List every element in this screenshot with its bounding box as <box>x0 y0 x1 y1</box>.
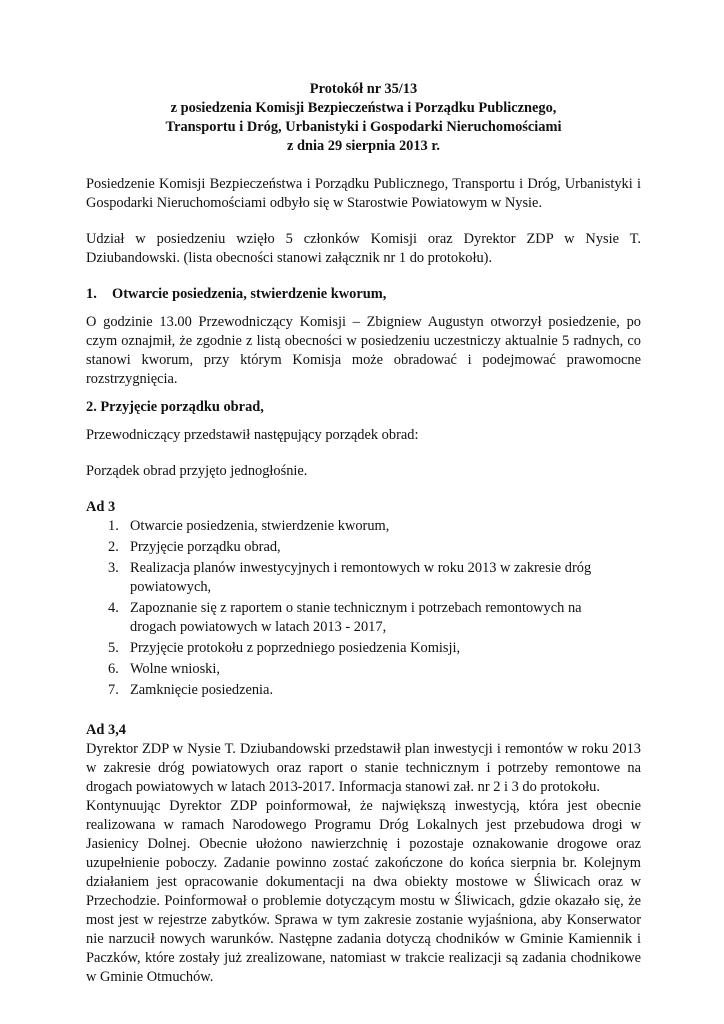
ad34-heading: Ad 3,4 <box>86 722 126 738</box>
agenda-approved: Porządek obrad przyjęto jednogłośnie. <box>86 463 308 479</box>
agenda-item: 4. Zapoznanie się z raportem o stanie technicznym i potrzebach remontowych na drogach powiatowych w latach 2013 - 2017, <box>108 600 582 635</box>
committee-name-line1: z posiedzenia Komisji Bezpieczeństwa i Porządku Publicznego, <box>170 100 557 116</box>
agenda-item: 3. Realizacja planów inwestycyjnych i remontowych w roku 2013 w zakresie dróg powiatowych, <box>108 560 592 595</box>
section-1-heading <box>86 285 641 304</box>
committee-name-line2: Transportu i Dróg, Urbanistyki i Gospodarki Nieruchomościami <box>165 119 562 135</box>
agenda-item: 2. Przyjęcie porządku obrad, <box>108 539 281 555</box>
agenda-item: 5. Przyjęcie protokołu z poprzedniego posiedzenia Komisji, <box>108 640 461 656</box>
section-1-text: O godzinie 13.00 Przewodniczący Komisji – Zbigniew Augustyn otworzył posiedzenie, po czym oznajmił, że zgodnie z listą obecności w posiedzeniu uczestniczy aktualnie 5 radnych, co stanowi kworum, przy którym Komisja może obradować i podejmować prawomocne rozstrzygnięcia. <box>86 314 641 387</box>
agenda-item: 7. Zamknięcie posiedzenia. <box>108 682 274 698</box>
agenda-list <box>86 517 641 700</box>
meeting-date: z dnia 29 sierpnia 2013 r. <box>287 138 440 154</box>
agenda-item: 1. Otwarcie posiedzenia, stwierdzenie kworum, <box>108 518 390 534</box>
agenda-item: 6. Wolne wnioski, <box>108 661 220 677</box>
section-1-number: 1. <box>86 286 97 302</box>
ad34-paragraph-1: Dyrektor ZDP w Nysie T. Dziubandowski przedstawił plan inwestycji i remontów w roku 2013 w zakresie dróg powiatowych oraz raport o stanie technicznym i potrzeby remontowe na drogach powiatowych w latach 2013-2017. Informacja stanowi zał. nr 2 i 3 do protokołu. <box>86 741 641 795</box>
document-header <box>86 80 641 156</box>
section-1-title: Otwarcie posiedzenia, stwierdzenie kworum, <box>112 286 387 302</box>
section-2-heading: 2. Przyjęcie porządku obrad, <box>86 399 264 415</box>
ad34-paragraph-2: Kontynuując Dyrektor ZDP poinformował, że największą inwestycją, która jest obecnie realizowana w ramach Narodowego Programu Dróg Lokalnych jest przebudowa drogi w Jasienicy Dolnej. Obecnie ułożono nawierzchnię i pozostaje oznakowanie drogowe oraz uzupełnienie poboczy. Zadanie powinno zostać zakończone do końca sierpnia br. Kolejnym działaniem jest opracowanie dokumentacji na dwa obiekty mostowe w Śliwicach oraz w Przechodzie. Poinformował o problemie dotyczącym mostu w Śliwicach, gdzie okazało się, że most jest w rejestrze zabytków. Sprawa w tym zakresie zostanie wyjaśniona, aby Konserwator nie narzucił nowych warunków. Następne zadania dotyczą chodników w Gminie Kamiennik i Paczków, które zostały już zrealizowane, natomiast w trakcie realizacji są zadania chodnikowe w Gminie Otmuchów. <box>86 798 641 985</box>
attendance-paragraph: Udział w posiedzeniu wzięło 5 członków Komisji oraz Dyrektor ZDP w Nysie T. Dziubandowski. (lista obecności stanowi załącznik nr 1 do protokołu). <box>86 231 641 266</box>
ad3-heading: Ad 3 <box>86 499 116 515</box>
agenda-intro: Przewodniczący przedstawił następujący porządek obrad: <box>86 427 419 443</box>
intro-paragraph: Posiedzenie Komisji Bezpieczeństwa i Porządku Publicznego, Transportu i Dróg, Urbanistyki i Gospodarki Nieruchomościami odbyło się w Starostwie Powiatowym w Nysie. <box>86 176 641 211</box>
protocol-number: Protokół nr 35/13 <box>309 81 418 97</box>
